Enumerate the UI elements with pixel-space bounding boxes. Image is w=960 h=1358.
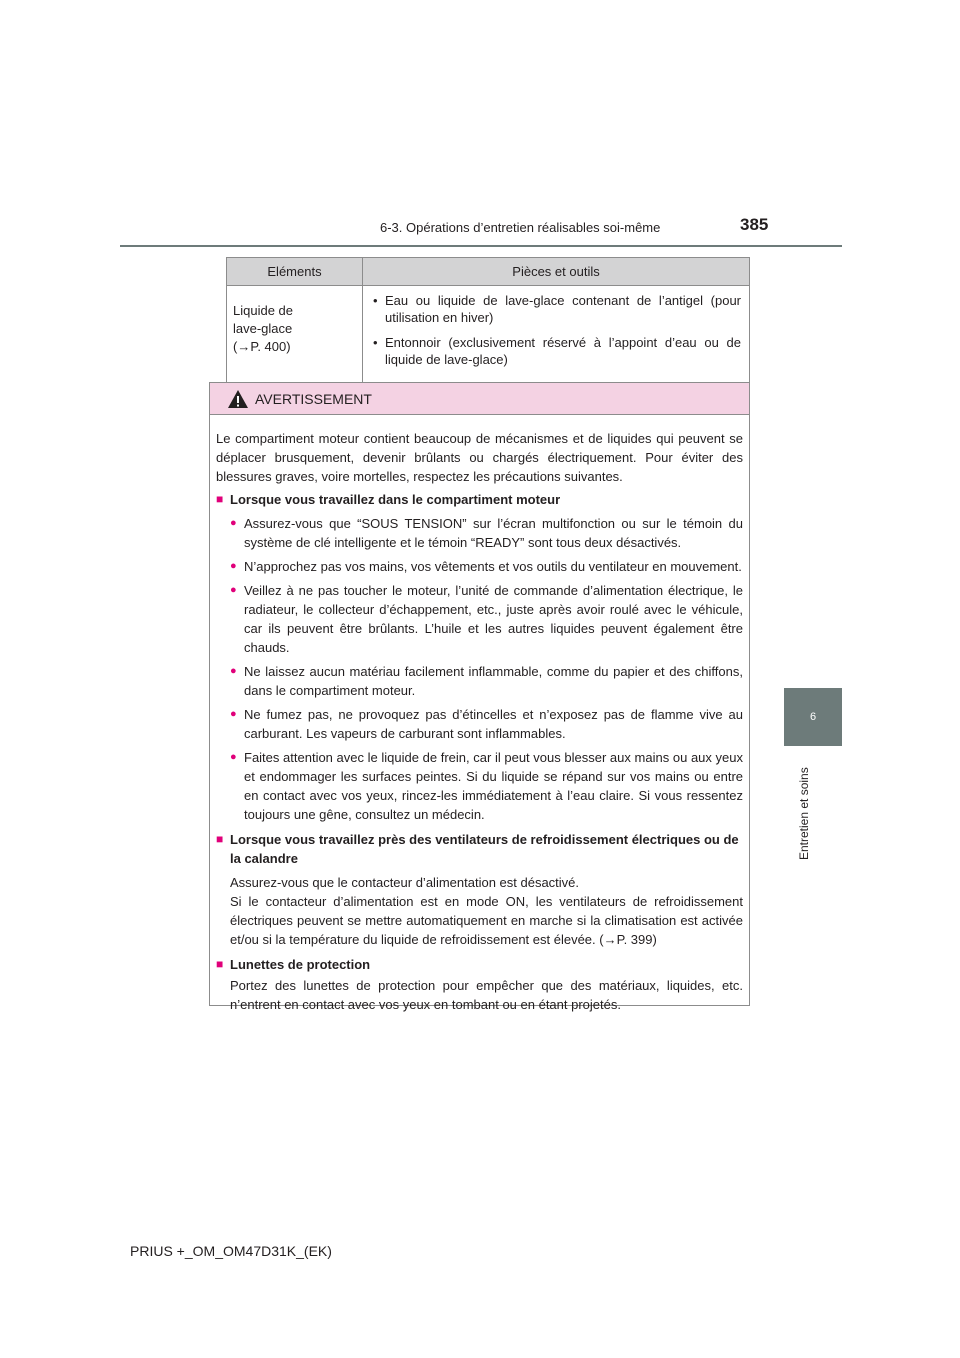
- warning-section-heading: ■ Lorsque vous travaillez dans le compartiment moteur: [216, 492, 561, 507]
- warning-bullet: ● Ne fumez pas, ne provoquez pas d’étincelles et n’exposez pas de flamme vive au carburant. Les vapeurs de carburant sont inflammables.: [230, 707, 743, 741]
- warning-content: [210, 415, 749, 1014]
- warning-bullet: ● Veillez à ne pas toucher le moteur, l’unité de commande d’alimentation électrique, le radiateur, le collecteur d’échappement, etc., juste après avoir roulé avec le véhicule, car ils peuvent être brûlants. L’huile et les autres liquides peuvent également être chauds.: [230, 583, 743, 655]
- item-line: Liquide de: [233, 303, 293, 318]
- warning-section-text: Assurez-vous que le contacteur d’alimentation est désactivé. Si le contacteur d’alimentation est en mode ON, les ventilateurs de refroidissement électriques peuvent se mettre automatiquement en marche si la climatisation est activée et/ou si la température du liquide de refroidissement est élevée. (→P. 399): [230, 875, 743, 947]
- table-row: [227, 286, 750, 383]
- square-bullet-icon: ■: [216, 832, 224, 846]
- warning-title: AVERTISSEMENT: [255, 390, 372, 407]
- dot-bullet-icon: ●: [230, 665, 237, 677]
- bullet-icon: •: [373, 335, 378, 350]
- bullet-icon: •: [373, 293, 378, 308]
- warning-section-text: Portez des lunettes de protection pour empêcher que des matériaux, liquides, etc. n’entrent en contact avec vos yeux en tombant ou en étant projetés.: [230, 978, 743, 1012]
- warning-bullet: ● Faites attention avec le liquide de frein, car il peut vous blesser aux mains ou aux yeux et endommager les surfaces peintes. Si du liquide se répand sur vos mains ou entre en contact avec vos yeux, rincez-les immédiatement à l’eau claire. Si vous ressentez toujours une gêne, consultez un médecin.: [230, 750, 743, 822]
- tools-cell: [363, 286, 749, 376]
- table-header-row: [227, 258, 750, 286]
- warning-section-heading: ■ Lunettes de protection: [216, 957, 371, 972]
- parts-table: [226, 257, 750, 383]
- warning-intro: Le compartiment moteur contient beaucoup de mécanismes et de liquides qui peuvent se déplacer brusquement, devenir brûlants ou chargés électriquement. Pour éviter des blessures graves, voire mortelles, respectez les précautions suivantes.: [216, 431, 743, 484]
- column-header-items: Eléments: [227, 258, 363, 286]
- warning-bullet: ● Assurez-vous que “SOUS TENSION” sur l’écran multifonction ou sur le témoin du système de clé intelligente et le témoin “READY” sont tous deux désactivés.: [230, 516, 743, 550]
- tool-item: • Eau ou liquide de lave-glace contenant de l’antigel (pour utilisation en hiver): [373, 293, 741, 325]
- document-code: PRIUS +_OM_OM47D31K_(EK): [130, 1243, 332, 1259]
- chapter-tab: 6: [784, 688, 842, 746]
- page-number: 385: [740, 215, 769, 234]
- warning-header: [210, 383, 749, 415]
- dot-bullet-icon: ●: [230, 584, 237, 596]
- warning-box: [209, 382, 750, 1012]
- page-reference: (→P. 400): [233, 339, 291, 354]
- warning-bullet: ● N’approchez pas vos mains, vos vêtements et vos outils du ventilateur en mouvement.: [230, 559, 742, 574]
- warning-section-heading: ■ Lorsque vous travaillez près des ventilateurs de refroidissement électriques ou de la calandre: [216, 832, 739, 866]
- dot-bullet-icon: ●: [230, 517, 237, 529]
- item-line: lave-glace: [233, 321, 293, 336]
- tool-item: • Entonnoir (exclusivement réservé à l’appoint d’eau ou de liquide de lave-glace): [373, 335, 741, 367]
- warning-triangle-icon: [227, 389, 249, 409]
- square-bullet-icon: ■: [216, 957, 224, 971]
- warning-bullet: ● Ne laissez aucun matériau facilement inflammable, comme du papier et des chiffons, dans le compartiment moteur.: [230, 664, 743, 698]
- item-cell: [227, 286, 362, 382]
- section-title: 6-3. Opérations d’entretien réalisables soi-même: [380, 220, 661, 235]
- column-header-tools: Pièces et outils: [363, 258, 750, 286]
- header-divider: [120, 245, 842, 247]
- square-bullet-icon: ■: [216, 492, 224, 506]
- dot-bullet-icon: ●: [230, 751, 237, 763]
- dot-bullet-icon: ●: [230, 708, 237, 720]
- chapter-label: Entretien et soins: [797, 767, 811, 860]
- dot-bullet-icon: ●: [230, 560, 237, 572]
